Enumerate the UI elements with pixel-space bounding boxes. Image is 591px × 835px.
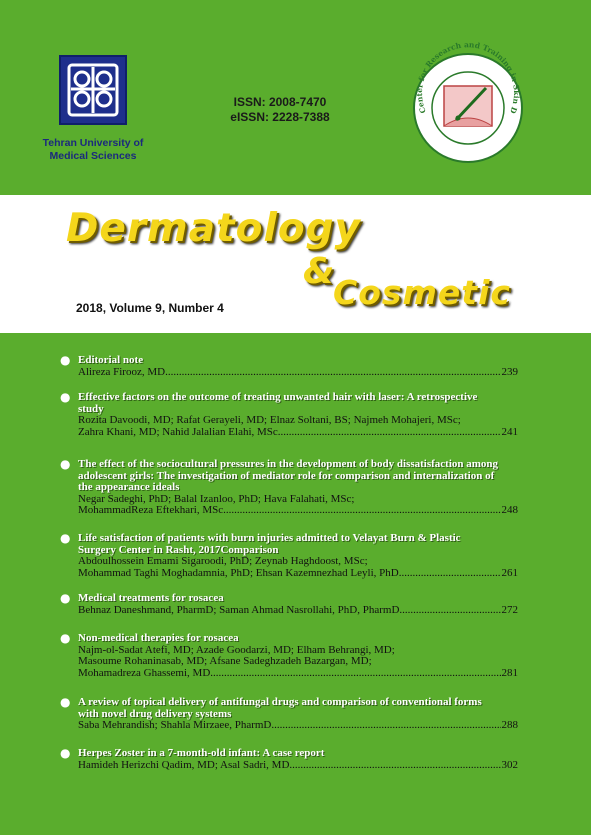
article-authors-line: Abdoulhossein Emami Sigaroodi, PhD; Zeynab Haghdoost, MSc; bbox=[78, 556, 368, 567]
article-title-line: Editorial note bbox=[78, 354, 144, 366]
toc-entry-text bbox=[78, 392, 518, 438]
toc-entry-text bbox=[78, 533, 518, 579]
dot-leader bbox=[399, 605, 500, 617]
article-title-line: adolescent girls: The investigation of mediator role for comparison and internalization of bbox=[78, 469, 495, 482]
bullet-icon: ● bbox=[60, 457, 71, 471]
article-title-line: Life satisfaction of patients with burn injuries admitted to Velayat Burn & Plastic bbox=[78, 532, 461, 544]
article-authors-line bbox=[78, 720, 518, 732]
toc-entry-text bbox=[78, 459, 518, 517]
article-authors-line bbox=[78, 367, 518, 379]
dot-leader bbox=[289, 760, 500, 772]
dot-leader bbox=[271, 720, 500, 732]
dot-leader bbox=[399, 568, 501, 580]
article-authors-line bbox=[78, 668, 518, 680]
article-title-line: Non-medical therapies for rosacea bbox=[78, 632, 239, 644]
dot-leader bbox=[223, 505, 500, 517]
article-authors-text: Hamideh Herizchi Qadim, MD; Asal Sadri, MD bbox=[78, 758, 290, 771]
article-title-line: Effective factors on the outcome of treating unwanted hair with laser: A retrospective bbox=[78, 391, 478, 403]
page-number: 261 bbox=[501, 566, 518, 579]
bullet-icon: ● bbox=[60, 531, 71, 545]
toc-entry-text bbox=[78, 633, 518, 679]
article-title-line: Herpes Zoster in a 7-month-old infant: A case report bbox=[78, 747, 325, 759]
toc-entry-text bbox=[78, 593, 518, 616]
dot-leader bbox=[210, 668, 500, 680]
article-authors-text: Mohamadreza Ghassemi, MD bbox=[78, 666, 211, 679]
journal-title-word2: Cosmetic bbox=[333, 273, 511, 312]
article-authors-line: Rozita Davoodi, MD; Rafat Gerayeli, MD; Elnaz Soltani, BS; Najmeh Mohajeri, MSc; bbox=[78, 415, 461, 426]
article-authors-text: Zahra Khani, MD; Nahid Jalalian Elahi, MSc bbox=[78, 425, 278, 438]
page-number: 248 bbox=[501, 504, 518, 516]
issue-info: 2018, Volume 9, Number 4 bbox=[76, 301, 224, 315]
article-title-line: A review of topical delivery of antifungal drugs and comparison of conventional forms bbox=[78, 696, 482, 708]
article-title-line: the appearance ideals bbox=[78, 481, 180, 493]
toc-entry-text bbox=[78, 748, 518, 771]
article-authors-text: Saba Mehrandish; Shahla Mirzaee, PharmD bbox=[78, 719, 272, 731]
article-title-line: Surgery Center in Rasht, 2017Comparison bbox=[78, 543, 279, 556]
article-authors-line bbox=[78, 605, 518, 617]
article-authors-line bbox=[78, 760, 518, 772]
page-number: 281 bbox=[501, 666, 518, 679]
toc-entry-text bbox=[78, 697, 518, 732]
bullet-icon: ● bbox=[60, 591, 71, 605]
journal-title-ampersand: & bbox=[303, 251, 335, 292]
university-name-line2: Medical Sciences bbox=[49, 149, 137, 162]
page-number: 239 bbox=[501, 365, 518, 378]
bullet-icon: ● bbox=[60, 353, 71, 367]
bullet-icon: ● bbox=[60, 695, 71, 709]
page-number: 241 bbox=[501, 425, 518, 438]
page-number: 288 bbox=[501, 719, 518, 731]
article-authors-line bbox=[78, 427, 518, 439]
article-authors-text: Alireza Firooz, MD bbox=[78, 365, 166, 378]
seal-ring-text: Center for Research and Training in Skin D bbox=[414, 42, 522, 115]
university-name-line1: Tehran University of bbox=[42, 137, 144, 149]
page-number: 272 bbox=[501, 603, 518, 616]
article-authors-line: Negar Sadeghi, PhD; Balal Izanloo, PhD; Hava Falahati, MSc; bbox=[78, 493, 355, 505]
article-authors-text: Mohammad Taghi Moghadamnia, PhD; Ehsan Kazemnezhad Leyli, PhD bbox=[78, 566, 399, 579]
article-title-line: study bbox=[78, 402, 104, 415]
issn-print: ISSN: 2008-7470 bbox=[233, 95, 327, 109]
article-authors-line bbox=[78, 568, 518, 580]
dot-leader bbox=[278, 427, 501, 439]
dot-leader bbox=[165, 367, 500, 379]
bullet-icon: ● bbox=[60, 631, 71, 645]
page-number: 302 bbox=[501, 758, 518, 771]
article-title-line: The effect of the sociocultural pressures in the development of body dissatisfaction among bbox=[78, 458, 499, 470]
bullet-icon: ● bbox=[60, 746, 71, 760]
article-authors-text: Behnaz Daneshmand, PharmD; Saman Ahmad Nasrollahi, PhD, PharmD bbox=[78, 603, 400, 616]
article-authors-line: Najm-ol-Sadat Atefi, MD; Azade Goodarzi, MD; Elham Behrangi, MD; bbox=[78, 644, 395, 656]
issn-electronic: eISSN: 2228-7388 bbox=[230, 110, 330, 124]
article-title-line: Medical treatments for rosacea bbox=[78, 592, 224, 604]
article-authors-line bbox=[78, 505, 518, 517]
article-authors-line: Masoume Rohaninasab, MD; Afsane Sadeghzadeh Bazargan, MD; bbox=[78, 656, 372, 667]
bullet-icon: ● bbox=[60, 390, 71, 404]
article-authors-text: MohammadReza Eftekhari, MSc bbox=[78, 504, 224, 516]
journal-title-word1: Dermatology bbox=[66, 206, 361, 251]
toc-entry-text bbox=[78, 355, 518, 378]
article-title-line: with novel drug delivery systems bbox=[78, 707, 232, 720]
